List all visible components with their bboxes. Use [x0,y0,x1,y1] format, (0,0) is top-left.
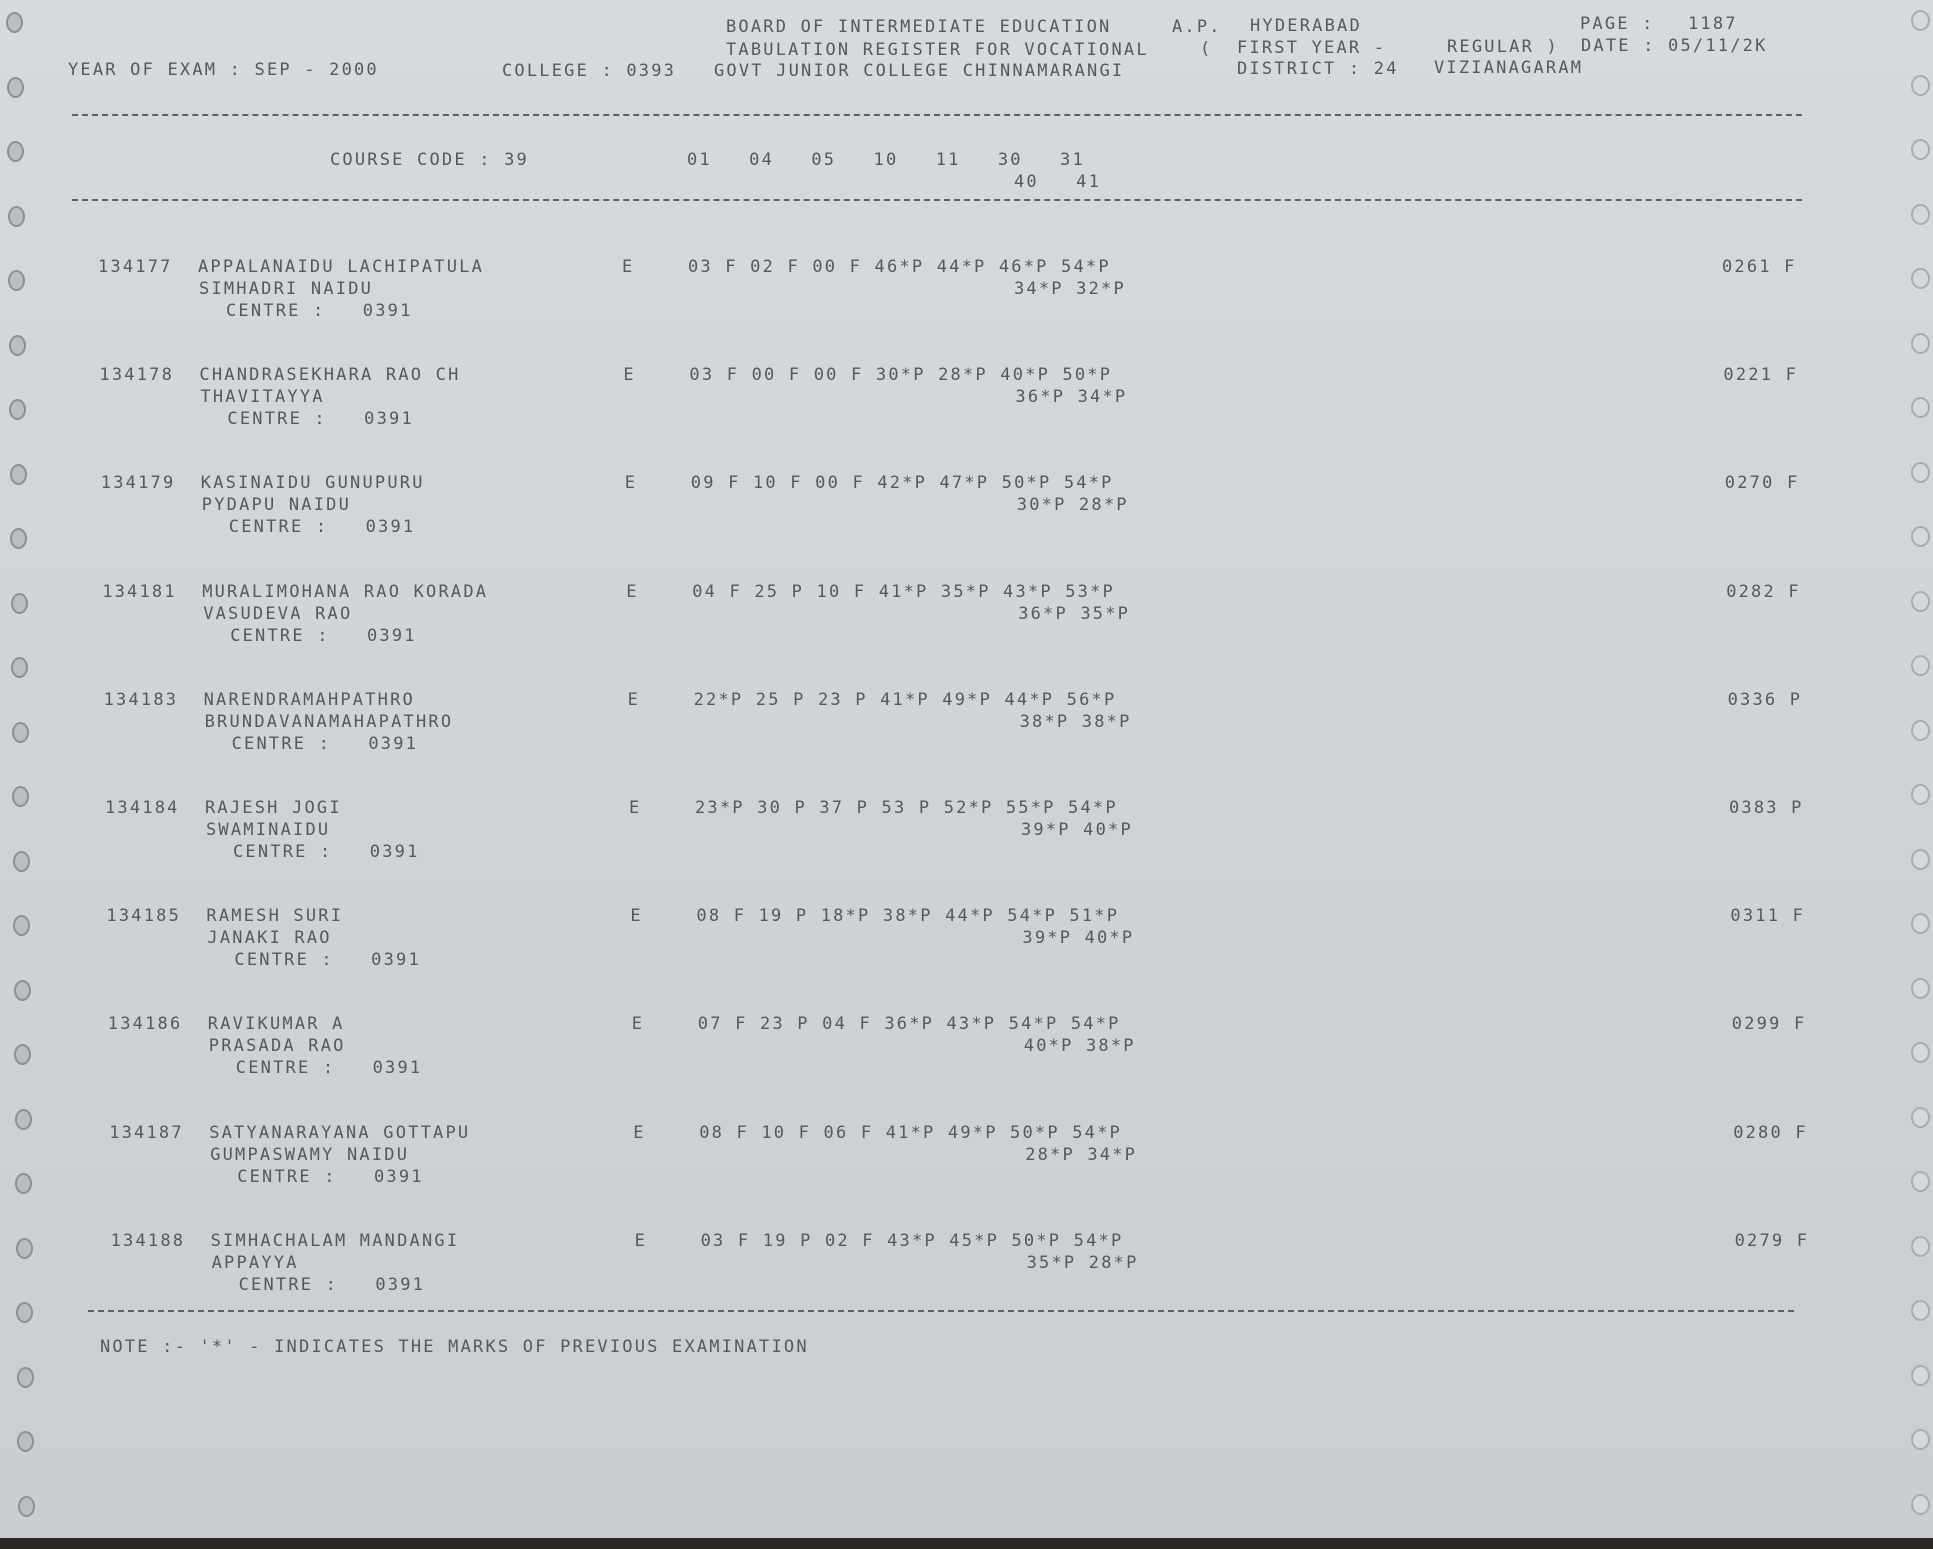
feed-hole [1911,978,1930,999]
regular-label: REGULAR ) [1447,37,1559,57]
marks-row2: 34*P 32*P [1014,279,1126,299]
header-divider [72,114,1802,116]
exam-centre: CENTRE : 0391 [234,950,421,971]
feed-hole [17,1367,34,1388]
exam-centre: CENTRE : 0391 [233,842,420,862]
feed-hole [13,915,30,936]
feed-hole [1911,204,1930,225]
student-roll-number: 134177 [98,257,173,277]
total-result: 0270 F [1724,473,1800,494]
total-result: 0282 F [1726,581,1801,602]
feed-hole [10,528,27,549]
total-result: 0299 F [1731,1014,1807,1035]
exam-centre: CENTRE : 0391 [237,1166,424,1187]
student-roll-number: 134188 [110,1230,186,1251]
student-roll-number: 134181 [102,581,177,602]
feed-hole [1911,1042,1930,1063]
exam-centre: CENTRE : 0391 [230,625,417,646]
feed-hole [13,851,30,872]
feed-hole [17,1431,34,1452]
marks-row2: 35*P 28*P [1026,1252,1139,1273]
feed-hole [1911,526,1930,547]
marks-row2: 39*P 40*P [1021,820,1133,840]
course-code: COURSE CODE : 39 [330,150,529,170]
feed-hole [1911,1107,1930,1128]
parent-name: THAVITAYYA [200,387,325,408]
feed-hole [16,1302,33,1323]
total-result: 0261 F [1722,257,1797,277]
feed-hole [1911,139,1930,160]
feed-hole [7,141,24,162]
marks-row1: 09 F 10 F 00 F 42*P 47*P 50*P 54*P [690,473,1114,494]
marks-row2: 39*P 40*P [1022,928,1135,949]
medium-code: E [623,365,636,386]
exam-centre: CENTRE : 0391 [238,1274,426,1295]
page-number: 1187 [1688,14,1738,34]
total-result: 0336 P [1727,689,1803,710]
feed-hole [1911,591,1930,612]
right-tractor-feed [1903,0,1933,1538]
medium-code: E [631,1014,645,1035]
student-name: SATYANARAYANA GOTTAPU [209,1122,471,1143]
feed-hole [11,657,28,678]
exam-centre: CENTRE : 0391 [231,733,419,754]
feed-hole [1911,720,1930,741]
feed-hole [14,1044,31,1065]
exam-centre: CENTRE : 0391 [227,409,414,430]
feed-hole [11,593,28,614]
left-tractor-feed [0,0,30,1538]
student-name: NARENDRAMAHPATHRO [203,689,415,710]
feed-hole [8,270,25,291]
parent-name: VASUDEVA RAO [203,603,353,624]
feed-hole [14,980,31,1001]
student-roll-number: 134179 [100,473,176,494]
feed-hole [12,722,29,743]
student-name: KASINAIDU GUNUPURU [200,473,425,494]
feed-hole [18,1496,35,1517]
medium-code: E [626,581,639,602]
total-result: 0280 F [1733,1122,1808,1143]
medium-code: E [634,1230,648,1251]
parent-name: JANAKI RAO [207,928,332,949]
exam-year: YEAR OF EXAM : SEP - 2000 [68,60,379,80]
parent-name: SWAMINAIDU [206,820,331,840]
board-name: BOARD OF INTERMEDIATE EDUCATION [726,17,1112,37]
student-roll-number: 134187 [109,1122,184,1143]
feed-hole [1911,1236,1930,1257]
feed-hole [1911,1171,1930,1192]
footer-note: NOTE :- '*' - INDICATES THE MARKS OF PREVIOUS EXAMINATION [100,1337,809,1357]
feed-hole [15,1109,32,1130]
feed-hole [1911,1300,1930,1321]
footer-divider [88,1310,1794,1312]
medium-code: E [633,1122,646,1143]
college-name: GOVT JUNIOR COLLEGE CHINNAMARANGI [714,61,1125,81]
feed-hole [1911,397,1930,418]
marks-row2: 38*P 38*P [1019,711,1132,732]
feed-hole [1911,333,1930,354]
parent-name: GUMPASWAMY NAIDU [210,1144,410,1165]
medium-code: E [627,689,641,710]
student-name: RAMESH SURI [206,906,344,927]
marks-row1: 08 F 10 F 06 F 41*P 49*P 50*P 54*P [699,1122,1122,1143]
feed-hole [9,335,26,356]
marks-row1: 22*P 25 P 23 P 41*P 49*P 44*P 56*P [693,689,1117,710]
marks-row1: 03 F 02 F 00 F 46*P 44*P 46*P 54*P [688,257,1111,277]
medium-code: E [624,473,638,494]
feed-hole [1911,1429,1930,1450]
year-type: FIRST YEAR - [1237,38,1387,58]
marks-row1: 23*P 30 P 37 P 53 P 52*P 55*P 54*P [695,798,1118,818]
parent-name: PRASADA RAO [208,1036,346,1057]
district-name: VIZIANAGARAM [1434,58,1584,78]
student-roll-number: 134178 [99,365,174,386]
marks-row2: 36*P 35*P [1018,603,1131,624]
exam-centre: CENTRE : 0391 [228,517,416,538]
paren-open: ( [1200,39,1213,59]
marks-row1: 04 F 25 P 10 F 41*P 35*P 43*P 53*P [692,581,1115,602]
marks-row1: 07 F 23 P 04 F 36*P 43*P 54*P 54*P [697,1014,1121,1035]
page-label: PAGE : [1580,14,1655,34]
print-date: DATE : 05/11/2K [1581,36,1768,56]
feed-hole [9,399,26,420]
feed-hole [1911,268,1930,289]
exam-centre: CENTRE : 0391 [235,1058,423,1079]
feed-hole [10,464,27,485]
medium-code: E [629,798,642,818]
feed-hole [1911,913,1930,934]
student-name: SIMHACHALAM MANDANGI [210,1230,460,1251]
feed-hole [6,12,23,33]
marks-row2: 28*P 34*P [1025,1144,1138,1165]
subject-codes-row2: 40 41 [1014,172,1102,192]
feed-hole [7,77,24,98]
marks-row2: 40*P 38*P [1023,1036,1136,1057]
feed-hole [1911,1494,1930,1515]
parent-name: BRUNDAVANAMAHAPATHRO [204,711,454,732]
student-name: CHANDRASEKHARA RAO CH [199,365,461,386]
total-result: 0383 P [1729,798,1804,818]
marks-row2: 30*P 28*P [1016,495,1129,516]
parent-name: APPAYYA [211,1252,299,1273]
feed-hole [1911,784,1930,805]
feed-hole [1911,462,1930,483]
student-name: MURALIMOHANA RAO KORADA [202,581,489,602]
feed-hole [15,1173,32,1194]
parent-name: SIMHADRI NAIDU [199,279,374,299]
state-label: A.P. [1172,17,1222,37]
district-code: DISTRICT : 24 [1237,59,1399,79]
feed-hole [1911,849,1930,870]
feed-hole [16,1238,33,1259]
city-label: HYDERABAD [1250,16,1362,36]
student-name: RAVIKUMAR A [207,1014,345,1035]
subject-codes-row1: 01 04 05 10 11 30 31 [687,150,1085,170]
feed-hole [1911,1365,1930,1386]
feed-hole [1911,75,1930,96]
college-code: COLLEGE : 0393 [502,61,677,81]
marks-row1: 03 F 00 F 00 F 30*P 28*P 40*P 50*P [689,365,1113,386]
marks-row1: 08 F 19 P 18*P 38*P 44*P 54*P 51*P [696,906,1120,927]
total-result: 0221 F [1723,365,1798,386]
course-divider [72,199,1802,201]
student-roll-number: 134183 [103,689,179,710]
total-result: 0279 F [1734,1230,1810,1251]
total-result: 0311 F [1730,906,1805,927]
feed-hole [8,206,25,227]
feed-hole [12,786,29,807]
medium-code: E [622,257,635,277]
student-roll-number: 134185 [106,906,181,927]
register-title: TABULATION REGISTER FOR VOCATIONAL [726,40,1149,60]
feed-hole [1911,10,1930,31]
exam-centre: CENTRE : 0391 [226,301,413,321]
parent-name: PYDAPU NAIDU [201,495,352,516]
student-roll-number: 134186 [107,1014,183,1035]
medium-code: E [630,906,643,927]
marks-row2: 36*P 34*P [1015,387,1128,408]
student-roll-number: 134184 [105,798,180,818]
marks-row1: 03 F 19 P 02 F 43*P 45*P 50*P 54*P [700,1230,1124,1251]
student-name: RAJESH JOGI [205,798,342,818]
feed-hole [1911,655,1930,676]
student-name: APPALANAIDU LACHIPATULA [198,257,485,277]
